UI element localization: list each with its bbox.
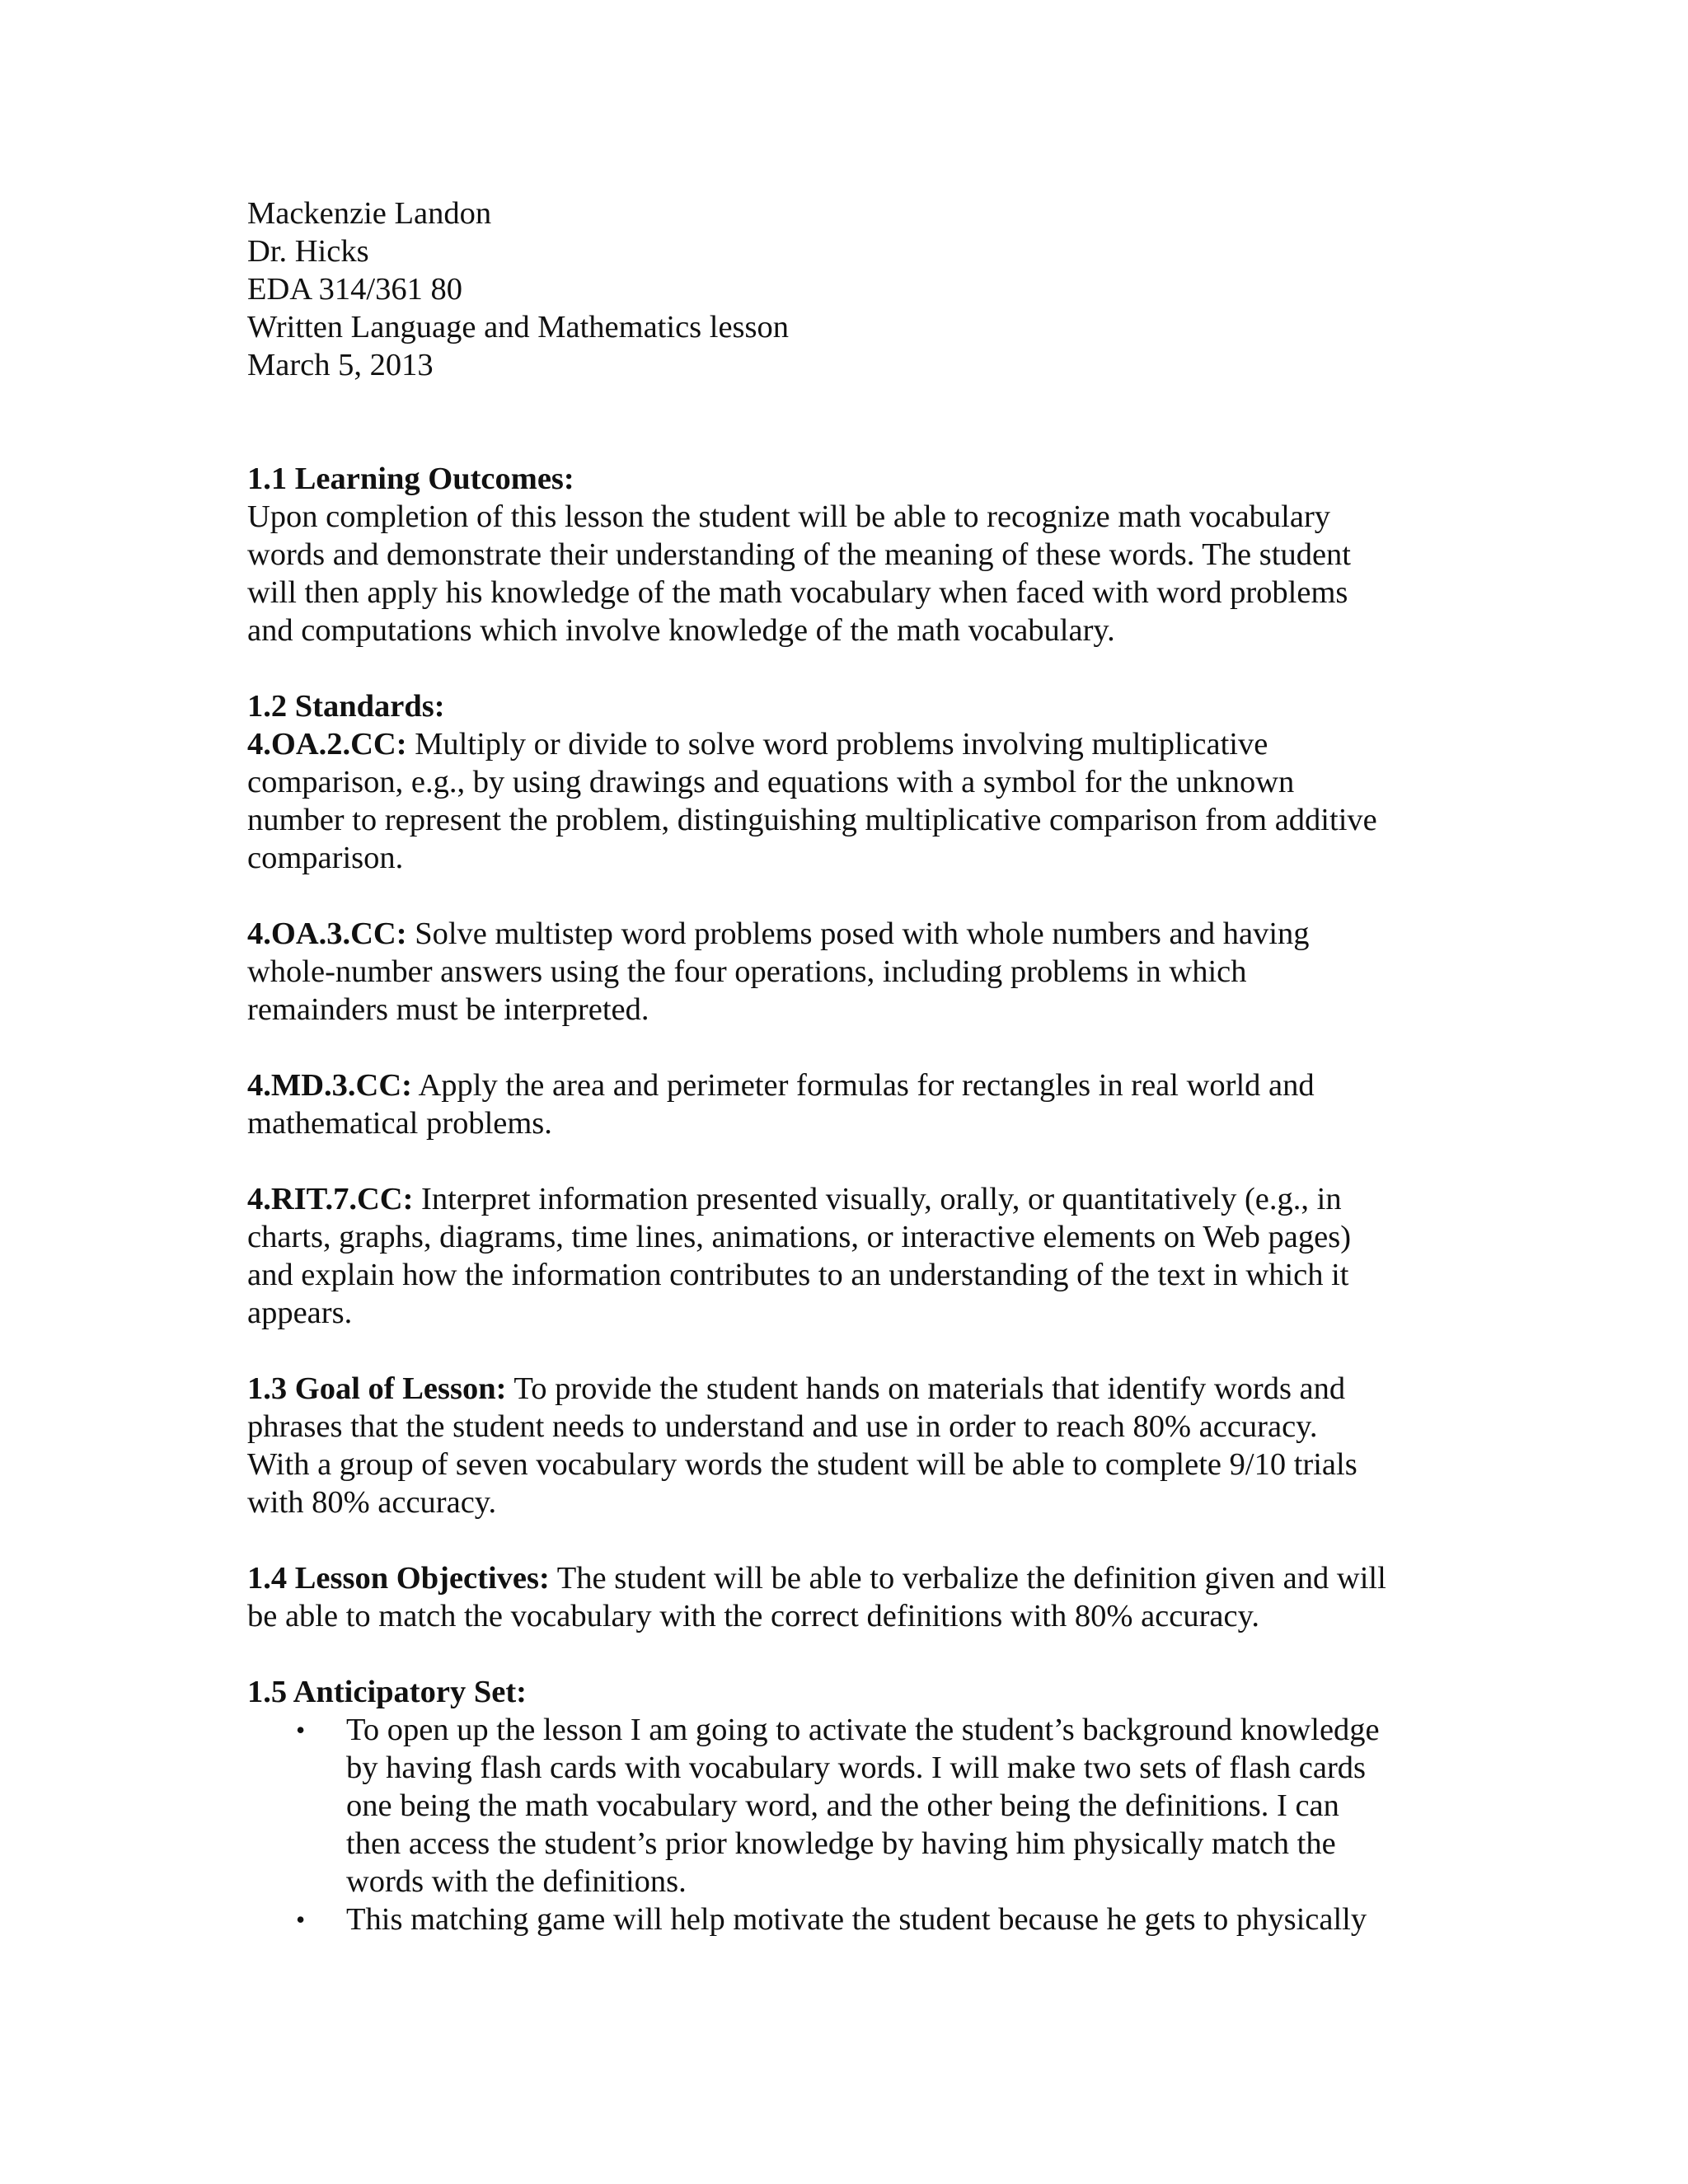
paragraph-line: With a group of seven vocabulary words the student will be able to complete 9/10 trials — [247, 1447, 1357, 1482]
section-heading: 1.2 Standards: — [247, 689, 445, 724]
standard-first-line — [247, 915, 1434, 953]
standard-item — [247, 725, 1434, 877]
paragraph-line: remainders must be interpreted. — [247, 992, 649, 1027]
standard-code: 4.OA.3.CC: — [247, 916, 407, 951]
paragraph-line: and computations which involve knowledge of the math vocabulary. — [247, 613, 1115, 648]
section-learning-outcomes — [247, 460, 1434, 649]
standard-code: 4.OA.2.CC: — [247, 727, 407, 762]
standard-item — [247, 915, 1434, 1029]
paragraph-line: whole-number answers using the four operations, including problems in which — [247, 954, 1247, 989]
section-heading: 1.3 Goal of Lesson: — [247, 1371, 507, 1406]
paragraph-line: will then apply his knowledge of the math vocabulary when faced with word problems — [247, 575, 1348, 610]
bullet-icon: • — [296, 1715, 306, 1745]
paragraph-line: phrases that the student needs to understand and use in order to reach 80% accuracy. — [247, 1409, 1318, 1444]
paragraph-line: words with the definitions. — [346, 1864, 687, 1899]
standard-text: Multiply or divide to solve word problems involving multiplicative — [406, 727, 1268, 762]
objectives-text: The student will be able to verbalize the definition given and will — [549, 1561, 1386, 1596]
header-block — [247, 194, 1434, 384]
paragraph-line: Upon completion of this lesson the student will be able to recognize math vocabulary — [247, 499, 1331, 534]
standard-text: Interpret information presented visually, orally, or quantitatively (e.g., in — [413, 1182, 1342, 1216]
bullet-icon: • — [296, 1905, 306, 1934]
standard-item — [247, 1066, 1434, 1142]
standard-item — [247, 1180, 1434, 1332]
lesson-title: Written Language and Mathematics lesson — [247, 310, 790, 344]
section-standards — [247, 687, 1434, 1332]
objectives-first-line — [247, 1559, 1434, 1597]
paragraph-line: appears. — [247, 1296, 353, 1330]
standard-first-line — [247, 1180, 1434, 1218]
section-objectives — [247, 1559, 1434, 1635]
standard-code: 4.RIT.7.CC: — [247, 1182, 414, 1216]
course-code: EDA 314/361 80 — [247, 272, 462, 307]
paragraph-line: be able to match the vocabulary with the correct definitions with 80% accuracy. — [247, 1599, 1259, 1633]
paragraph-line: and explain how the information contributes to an understanding of the text in which it — [247, 1258, 1349, 1292]
goal-first-line — [247, 1370, 1434, 1408]
section-heading: 1.4 Lesson Objectives: — [247, 1561, 550, 1596]
bullet-list — [247, 1711, 1434, 1938]
document-page — [247, 194, 1434, 1938]
paragraph-line: This matching game will help motivate the student because he gets to physically — [346, 1902, 1367, 1937]
paragraph-line: charts, graphs, diagrams, time lines, animations, or interactive elements on Web pages) — [247, 1220, 1352, 1254]
list-item — [247, 1900, 1434, 1938]
standard-text: Apply the area and perimeter formulas for rectangles in real world and — [411, 1068, 1315, 1103]
paragraph-line: To open up the lesson I am going to activate the student’s background knowledge — [346, 1713, 1380, 1747]
section-goal — [247, 1370, 1434, 1521]
paragraph-line: comparison. — [247, 841, 404, 875]
lesson-date: March 5, 2013 — [247, 348, 434, 382]
standard-text: Solve multistep word problems posed with whole numbers and having — [406, 916, 1310, 951]
section-heading: 1.1 Learning Outcomes: — [247, 462, 574, 496]
section-heading: 1.5 Anticipatory Set: — [247, 1675, 527, 1709]
paragraph-line: then access the student’s prior knowledge by having him physically match the — [346, 1826, 1336, 1861]
paragraph-line: with 80% accuracy. — [247, 1485, 497, 1520]
standard-code: 4.MD.3.CC: — [247, 1068, 412, 1103]
list-item — [247, 1711, 1434, 1900]
standard-first-line — [247, 1066, 1434, 1104]
instructor-name: Dr. Hicks — [247, 234, 369, 269]
paragraph-line: one being the math vocabulary word, and the other being the definitions. I can — [346, 1788, 1339, 1823]
section-anticipatory-set — [247, 1673, 1434, 1938]
author-name: Mackenzie Landon — [247, 196, 492, 231]
standard-first-line — [247, 725, 1434, 763]
paragraph-line: mathematical problems. — [247, 1106, 552, 1141]
paragraph-line: number to represent the problem, distinguishing multiplicative comparison from additive — [247, 803, 1377, 837]
goal-text: To provide the student hands on materials that identify words and — [506, 1371, 1346, 1406]
paragraph-line: words and demonstrate their understanding of the meaning of these words. The student — [247, 537, 1351, 572]
paragraph-line: by having flash cards with vocabulary words. I will make two sets of flash cards — [346, 1750, 1367, 1785]
paragraph-line: comparison, e.g., by using drawings and equations with a symbol for the unknown — [247, 765, 1295, 799]
